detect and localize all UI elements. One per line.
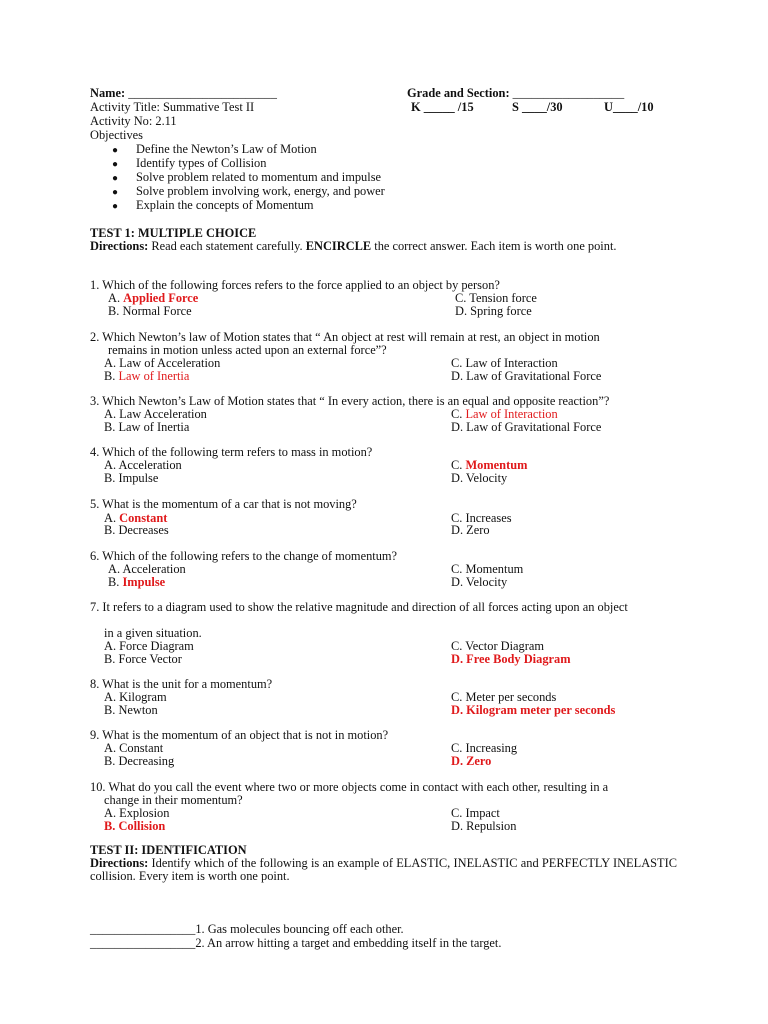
objective-item: Solve problem related to momentum and impulse [136,170,382,184]
option-c[interactable]: C. Meter per seconds [451,690,557,704]
option-c[interactable]: C. Law of Interaction [451,356,558,370]
test1-directions: Directions: Read each statement carefully. ENCIRCLE the correct answer. Each item is worth one point. [90,239,617,253]
option-b[interactable]: B. Decreases [104,523,169,537]
question-2-cont: remains in motion unless acted upon an external force”? [108,343,387,357]
option-b[interactable]: B. Impulse [108,575,166,589]
question-8: 8. What is the unit for a momentum? [90,677,273,691]
option-a[interactable]: A. Explosion [104,806,170,820]
option-d[interactable]: D. Law of Gravitational Force [451,369,602,383]
option-b[interactable]: B. Collision [104,819,166,833]
option-c[interactable]: C. Momentum [451,458,528,472]
option-c[interactable]: C. Momentum [451,562,524,576]
option-b[interactable]: B. Force Vector [104,652,182,666]
identification-item: _________________1. Gas molecules bouncing off each other. [90,922,404,936]
test2-directions: Directions: Identify which of the following is an example of ELASTIC, INELASTIC and PERFECTLY INELASTIC collision. Every item is worth one point. [90,856,677,884]
option-b[interactable]: B. Newton [104,703,158,717]
objective-item: Identify types of Collision [136,156,267,170]
question-7-cont: in a given situation. [104,626,202,640]
question-9: 9. What is the momentum of an object that is not in motion? [90,728,389,742]
option-b[interactable]: B. Impulse [104,471,159,485]
correct-answer: Momentum [465,458,528,472]
option-c[interactable]: C. Increases [451,511,512,525]
option-a[interactable]: A. Acceleration [104,458,182,472]
question-3: 3. Which Newton’s Law of Motion states that “ In every action, there is an equal and opposite reaction”? [90,394,610,408]
objective-item: Explain the concepts of Momentum [136,198,314,212]
correct-answer: Law of Interaction [465,407,558,421]
option-a[interactable]: A. Constant [104,511,168,525]
option-d[interactable]: D. Zero [451,523,490,537]
option-d[interactable]: D. Law of Gravitational Force [451,420,602,434]
bullet-icon: ● [112,201,119,212]
question-10-cont: change in their momentum? [104,793,243,807]
option-d[interactable]: D. Spring force [455,304,532,318]
objective-item: Solve problem involving work, energy, and power [136,184,385,198]
question-7: 7. It refers to a diagram used to show the relative magnitude and direction of all forces acting upon an object [90,600,628,614]
option-a[interactable]: A. Force Diagram [104,639,194,653]
question-4: 4. Which of the following term refers to mass in motion? [90,445,373,459]
option-a[interactable]: A. Applied Force [108,291,199,305]
score-u: U____/10 [604,100,654,114]
grade-line [407,87,624,100]
correct-answer: Law of Inertia [118,369,190,383]
question-1: 1. Which of the following forces refers to the force applied to an object by person? [90,278,500,292]
question-10: 10. What do you call the event where two or more objects come in contact with each other, resulting in a [90,780,609,794]
test2-title: TEST II: IDENTIFICATION [90,843,247,857]
question-5: 5. What is the momentum of a car that is not moving? [90,497,357,511]
option-d[interactable]: D. Velocity [451,575,508,589]
bullet-icon: ● [112,159,119,170]
option-b[interactable]: B. Normal Force [108,304,192,318]
answer-blank[interactable]: _________________ [90,922,196,936]
objective-item: Define the Newton’s Law of Motion [136,142,317,156]
option-c[interactable]: C. Tension force [455,291,537,305]
name-line [90,87,277,100]
score-s: S ____/30 [512,100,563,114]
option-b[interactable]: B. Law of Inertia [104,369,190,383]
score-k: K _____ /15 [411,100,474,114]
option-a[interactable]: A. Law Acceleration [104,407,207,421]
option-d[interactable]: D. Free Body Diagram [451,652,571,666]
option-a[interactable]: A. Kilogram [104,690,167,704]
correct-answer: Constant [119,511,168,525]
grade-blank[interactable]: __________________ [509,86,625,100]
option-d[interactable]: D. Repulsion [451,819,517,833]
name-label: Name: [90,86,126,100]
bullet-icon: ● [112,145,119,156]
option-a[interactable]: A. Constant [104,741,164,755]
identification-item: _________________2. An arrow hitting a target and embedding itself in the target. [90,936,502,950]
option-b[interactable]: B. Law of Inertia [104,420,190,434]
option-d[interactable]: D. Zero [451,754,492,768]
bullet-icon: ● [112,173,119,184]
option-d[interactable]: D. Velocity [451,471,508,485]
activity-no: Activity No: 2.11 [90,114,177,128]
correct-answer: Applied Force [123,291,199,305]
question-6: 6. Which of the following refers to the change of momentum? [90,549,398,563]
activity-title: Activity Title: Summative Test II [90,100,255,114]
objectives-label: Objectives [90,128,143,142]
name-blank[interactable]: ________________________ [128,86,277,100]
option-d[interactable]: D. Kilogram meter per seconds [451,703,616,717]
option-a[interactable]: A. Law of Acceleration [104,356,221,370]
option-c[interactable]: C. Law of Interaction [451,407,558,421]
option-c[interactable]: C. Increasing [451,741,518,755]
test1-title: TEST 1: MULTIPLE CHOICE [90,226,257,240]
option-c[interactable]: C. Impact [451,806,500,820]
bullet-icon: ● [112,187,119,198]
question-2: 2. Which Newton’s law of Motion states that “ An object at rest will remain at rest, an object in motion [90,330,600,344]
grade-label: Grade and Section: [407,86,510,100]
correct-answer: Impulse [122,575,166,589]
option-c[interactable]: C. Vector Diagram [451,639,545,653]
option-a[interactable]: A. Acceleration [108,562,186,576]
answer-blank[interactable]: _________________ [90,936,196,950]
option-b[interactable]: B. Decreasing [104,754,175,768]
